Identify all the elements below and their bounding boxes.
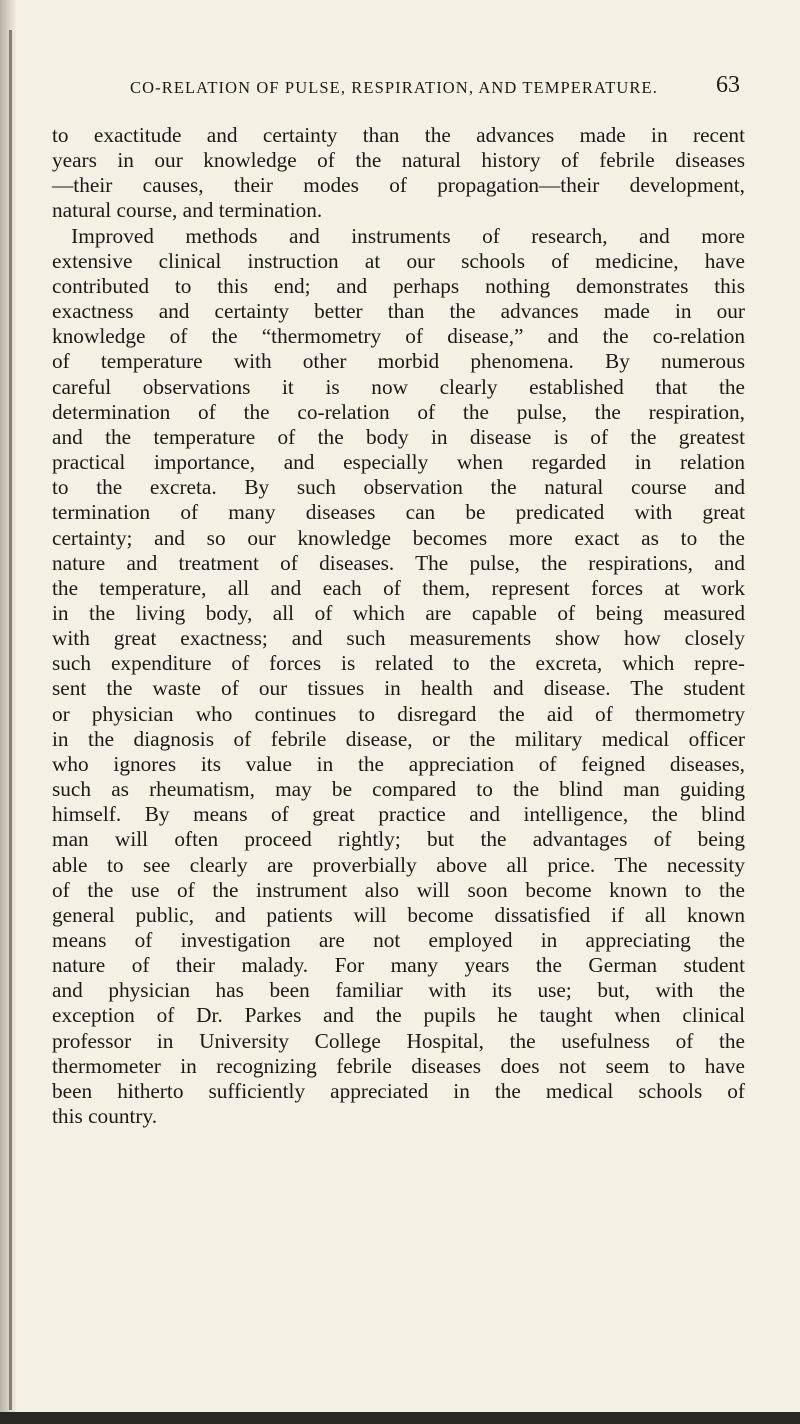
text-line: who ignores its value in the appreciation of feigned diseases, <box>52 751 745 776</box>
text-line: termination of many diseases can be predicated with great <box>52 500 745 525</box>
page-number: 63 <box>716 72 740 98</box>
text-line: sent the waste of our tissues in health and disease. The student <box>52 676 745 701</box>
page-header <box>130 72 740 108</box>
text-line: with great exactness; and such measurements show how closely <box>52 626 745 651</box>
text-line: able to see clearly are proverbially above all price. The necessity <box>52 852 745 877</box>
text-line: to exactitude and certainty than the advances made in recent <box>52 123 745 147</box>
running-head: CO-RELATION OF PULSE, RESPIRATION, AND TEMPERATURE. <box>130 78 658 97</box>
text-line: been hitherto sufficiently appreciated in the medical schools of <box>52 1078 745 1103</box>
book-spine-shadow <box>0 0 16 1424</box>
text-line: of the use of the instrument also will soon become known to the <box>52 877 745 902</box>
text-line: thermometer in recognizing febrile diseases does not seem to have <box>52 1053 745 1078</box>
page-bottom-edge <box>0 1412 800 1424</box>
text-line: extensive clinical instruction at our schools of medicine, have <box>52 248 745 273</box>
text-line: such expenditure of forces is related to the excreta, which repre- <box>52 651 745 676</box>
text-line: himself. By means of great practice and intelligence, the blind <box>52 802 745 827</box>
text-line: general public, and patients will become dissatisfied if all known <box>52 902 745 927</box>
text-line: this country. <box>52 1104 158 1129</box>
text-line: of temperature with other morbid phenomena. By numerous <box>52 349 745 374</box>
text-line: exactness and certainty better than the advances made in our <box>52 299 745 324</box>
text-line: and physician has been familiar with its use; but, with the <box>52 978 745 1003</box>
text-line: to the excreta. By such observation the natural course and <box>52 475 745 500</box>
text-line: knowledge of the “thermometry of disease,” and the co-relation <box>52 324 745 349</box>
text-line: such as rheumatism, may be compared to the blind man guiding <box>52 777 745 802</box>
text-line: Improved methods and instruments of research, and more <box>71 223 745 248</box>
text-line: exception of Dr. Parkes and the pupils he taught when clinical <box>52 1003 745 1028</box>
text-line: contributed to this end; and perhaps nothing demonstrates this <box>52 273 745 298</box>
text-line: in the diagnosis of febrile disease, or the military medical officer <box>52 726 745 751</box>
text-line: nature of their malady. For many years the German student <box>52 953 745 978</box>
text-line: certainty; and so our knowledge becomes more exact as to the <box>52 525 745 550</box>
text-line: —their causes, their modes of propagation—their development, <box>52 173 745 198</box>
text-line: the temperature, all and each of them, represent forces at work <box>52 575 745 600</box>
text-line: years in our knowledge of the natural history of febrile diseases <box>52 148 745 173</box>
text-line: practical importance, and especially when regarded in relation <box>52 450 745 475</box>
text-line: or physician who continues to disregard the aid of thermometry <box>52 701 745 726</box>
text-line: man will often proceed rightly; but the advantages of being <box>52 827 745 852</box>
text-line: professor in University College Hospital, the usefulness of the <box>52 1028 745 1053</box>
text-line: careful observations it is now clearly established that the <box>52 374 745 399</box>
text-line: and the temperature of the body in disease is of the greatest <box>52 424 745 449</box>
text-line: nature and treatment of diseases. The pulse, the respirations, and <box>52 550 745 575</box>
binding-edge <box>9 30 12 1410</box>
text-line: in the living body, all of which are capable of being measured <box>52 600 745 625</box>
text-line: means of investigation are not employed in appreciating the <box>52 928 745 952</box>
text-line: determination of the co-relation of the pulse, the respiration, <box>52 399 745 424</box>
body-text <box>52 123 745 1129</box>
text-line: natural course, and termination. <box>52 198 323 223</box>
